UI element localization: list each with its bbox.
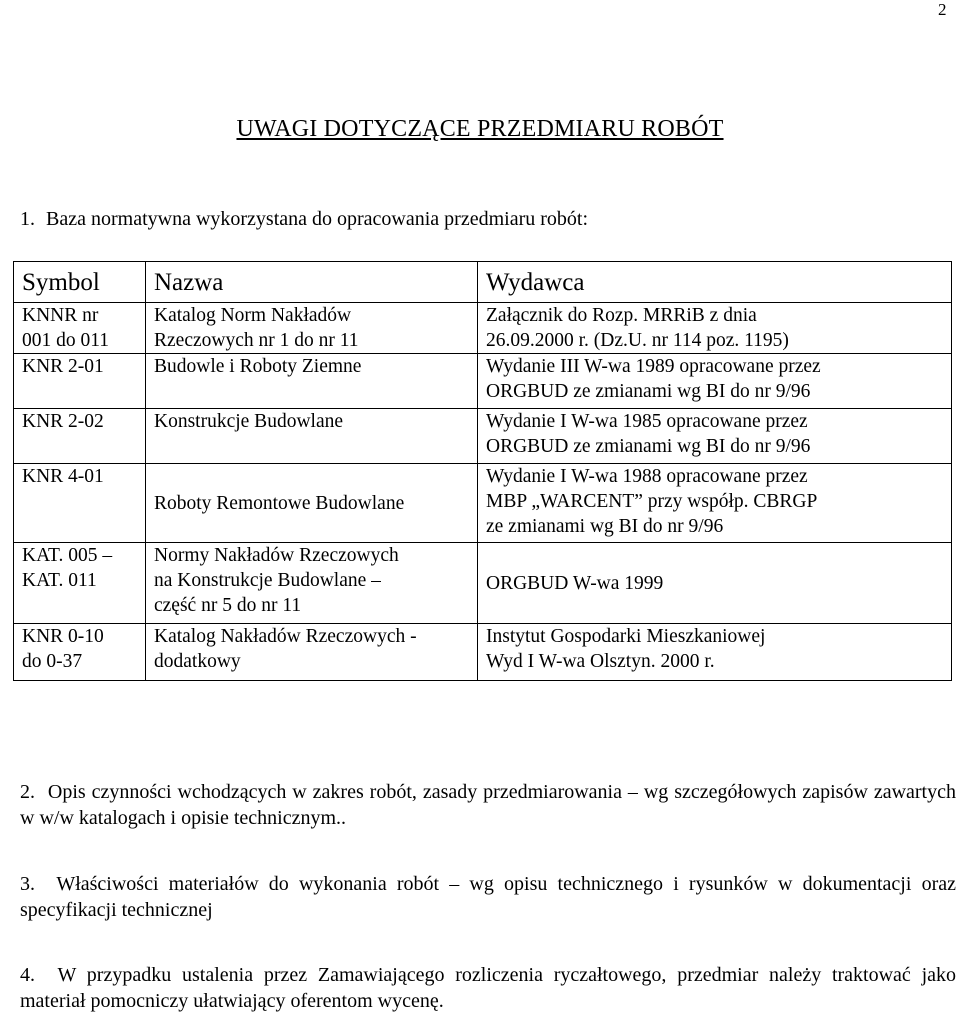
cell-symbol [14, 354, 146, 409]
cell-nazwa [146, 464, 478, 543]
cell-line: Normy Nakładów Rzeczowych [154, 545, 399, 566]
cell-nazwa [146, 409, 478, 464]
cell-line: Wydanie I W-wa 1988 opracowane przez [486, 466, 808, 487]
cell-line: ORGBUD ze zmianami wg BI do nr 9/96 [486, 381, 811, 402]
cell-line: dodatkowy [154, 651, 241, 672]
cell-wydawca [478, 409, 952, 464]
section-2-text: Opis czynności wchodzących w zakres robót, zasady przedmiarowania – wg szczegółowych zapisów zawartych w w/w katalogach i opisie technicznym.. [20, 781, 956, 829]
cell-line: Załącznik do Rozp. MRRiB z dnia [486, 305, 757, 326]
page-number: 2 [938, 0, 947, 19]
section-2-number: 2. [20, 781, 35, 803]
section-4-number: 4. [20, 964, 35, 986]
cell-line: Budowle i Roboty Ziemne [154, 356, 362, 377]
section-1 [20, 206, 956, 232]
cell-nazwa [146, 543, 478, 624]
cell-line: Instytut Gospodarki Mieszkaniowej [486, 626, 766, 647]
section-4-text: W przypadku ustalenia przez Zamawiającego rozliczenia ryczałtowego, przedmiar należy traktować jako materiał pomocniczy ułatwiający oferentom wycenę. [20, 964, 957, 1012]
cell-line: KAT. 011 [22, 570, 97, 591]
cell-nazwa [146, 354, 478, 409]
cell-wydawca [478, 624, 952, 681]
header-nazwa: Nazwa [146, 262, 478, 303]
cell-wydawca [478, 543, 952, 624]
header-symbol: Symbol [14, 262, 146, 303]
cell-line: Wydanie I W-wa 1985 opracowane przez [486, 411, 808, 432]
cell-line: Wydanie III W-wa 1989 opracowane przez [486, 356, 821, 377]
cell-line: ORGBUD ze zmianami wg BI do nr 9/96 [486, 436, 811, 457]
cell-nazwa [146, 303, 478, 354]
cell-line: Wyd I W-wa Olsztyn. 2000 r. [486, 651, 715, 672]
cell-line: 26.09.2000 r. (Dz.U. nr 114 poz. 1195) [486, 330, 789, 351]
cell-line: KNR 0-10 [22, 626, 104, 647]
cell-line: na Konstrukcje Budowlane – [154, 570, 381, 591]
table-row [14, 409, 952, 464]
cell-line: ze zmianami wg BI do nr 9/96 [486, 516, 724, 537]
cell-line: KNR 2-01 [22, 356, 104, 377]
table-row [14, 464, 952, 543]
cell-line: KNR 4-01 [22, 466, 104, 487]
document-title: UWAGI DOTYCZĄCE PRZEDMIARU ROBÓT [236, 116, 724, 142]
table-row [14, 543, 952, 624]
cell-wydawca [478, 354, 952, 409]
cell-symbol [14, 543, 146, 624]
cell-symbol [14, 303, 146, 354]
section-4 [20, 962, 956, 1014]
cell-wydawca [478, 303, 952, 354]
cell-line: KAT. 005 – [22, 545, 113, 566]
cell-line: ORGBUD W-wa 1999 [486, 572, 664, 594]
table-row [14, 303, 952, 354]
header-wydawca: Wydawca [478, 262, 952, 303]
cell-line: część nr 5 do nr 11 [154, 595, 302, 616]
section-1-text: Baza normatywna wykorzystana do opracowania przedmiaru robót: [46, 208, 589, 230]
section-3-number: 3. [20, 873, 35, 895]
cell-line: Katalog Norm Nakładów [154, 305, 352, 326]
cell-line: Roboty Remontowe Budowlane [154, 492, 405, 514]
cell-line: Katalog Nakładów Rzeczowych - [154, 626, 417, 647]
cell-line: KNNR nr [22, 305, 99, 326]
section-1-number: 1. [20, 208, 35, 230]
norms-table [13, 261, 952, 681]
cell-line: do 0-37 [22, 651, 83, 672]
table-header-row [14, 262, 952, 303]
cell-line: MBP „WARCENT” przy współp. CBRGP [486, 491, 818, 512]
cell-symbol [14, 464, 146, 543]
section-2 [20, 779, 956, 831]
section-3 [20, 871, 956, 923]
cell-line: Konstrukcje Budowlane [154, 411, 344, 432]
cell-line: KNR 2-02 [22, 411, 104, 432]
section-3-text: Właściwości materiałów do wykonania robót – wg opisu technicznego i rysunków w dokumentacji oraz specyfikacji technicznej [20, 873, 956, 921]
cell-nazwa [146, 624, 478, 681]
table-row [14, 624, 952, 681]
cell-line: 001 do 011 [22, 330, 110, 351]
cell-symbol [14, 624, 146, 681]
cell-wydawca [478, 464, 952, 543]
table-row [14, 354, 952, 409]
cell-line: Rzeczowych nr 1 do nr 11 [154, 330, 359, 351]
cell-symbol [14, 409, 146, 464]
